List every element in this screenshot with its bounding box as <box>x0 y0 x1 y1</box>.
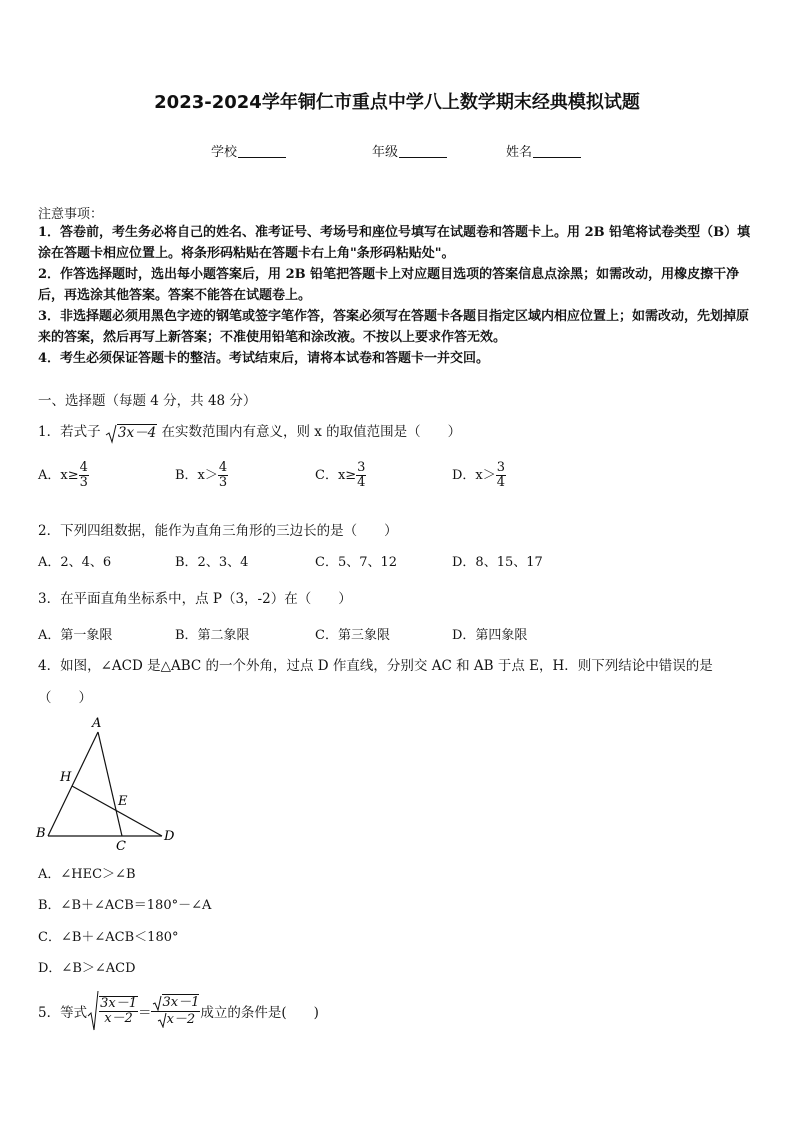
grade-blank[interactable] <box>399 145 447 158</box>
denominator: x－2 <box>99 1011 138 1026</box>
segment-hd <box>72 786 162 836</box>
notice-heading: 注意事项： <box>38 207 104 222</box>
question-4: 4．如图，∠ACD 是△ABC 的一个外角，过点 D 作直线，分别交 AC 和 AB 于点 E，H．则下列结论中错误的是 <box>38 658 713 674</box>
fraction <box>356 461 366 490</box>
triangle-figure <box>30 712 190 852</box>
q4-option-c[interactable]: C．∠B＋∠ACB＜180° <box>38 930 179 945</box>
q5-right-fraction <box>151 995 200 1028</box>
q1-option-c[interactable] <box>315 461 366 490</box>
q3-option-c[interactable]: C．第三象限 <box>315 628 390 643</box>
q1-prefix: 1．若式子 <box>38 424 101 440</box>
label-h: H <box>60 770 72 785</box>
q1-option-b[interactable] <box>175 461 228 490</box>
q3-option-a[interactable]: A．第一象限 <box>38 628 113 643</box>
label-d: D <box>164 829 175 844</box>
q2-option-b[interactable]: B．2、3、4 <box>175 555 249 570</box>
radical-sign-icon <box>152 995 162 1011</box>
numerator: 3x－1 <box>100 996 137 1011</box>
q5-prefix: 5．等式 <box>38 1005 88 1021</box>
denominator: 4 <box>357 475 366 490</box>
question-2: 2．下列四组数据，能作为直角三角形的三边长的是（ ） <box>38 523 398 539</box>
school-field[interactable] <box>211 141 286 160</box>
radical-sign-icon <box>157 1012 167 1028</box>
question-3: 3．在平面直角坐标系中，点 P（3，-2）在（ ） <box>38 591 352 607</box>
denominator: 4 <box>496 475 506 490</box>
segment-ac <box>98 732 122 836</box>
q1-sqrt <box>105 421 157 444</box>
option-label: D．x＞ <box>452 468 496 483</box>
radicand: 3x－1 <box>162 995 200 1010</box>
radicand: x－2 <box>166 1012 196 1027</box>
label-a: A <box>92 716 102 731</box>
name-blank[interactable] <box>533 145 581 158</box>
radical-sign-icon <box>87 990 99 1032</box>
q2-option-d[interactable]: D．8、15、17 <box>452 555 543 570</box>
q5-left-sqrt <box>87 990 138 1032</box>
q3-option-b[interactable]: B．第二象限 <box>175 628 250 643</box>
q2-option-c[interactable]: C．5、7、12 <box>315 555 398 570</box>
notice-item: 3．非选择题必须用黑色字迹的钢笔或签字笔作答，答案必须写在答题卡各题目指定区域内相应位置上；如需改动，先划掉原来的答案，然后再写上新答案；不准使用铅笔和涂改液。不按以上要求作答无效。 <box>38 309 750 345</box>
question-4-blank: （ ） <box>38 690 92 706</box>
radical-sign-icon <box>105 424 117 444</box>
grade-field[interactable] <box>372 141 447 160</box>
school-label: 学校 <box>211 145 238 160</box>
notice-item: 4．考生必须保证答题卡的整洁。考试结束后，请将本试卷和答题卡一并交回。 <box>38 351 490 366</box>
notice-item: 2．作答选择题时，选出每小题答案后，用 2B 铅笔把答题卡上对应题目选项的答案信息点涂黑；如需改动，用橡皮擦干净后，再选涂其他答案。答案不能答在试题卷上。 <box>38 267 740 303</box>
option-label: B．x＞ <box>175 468 218 483</box>
grade-label: 年级 <box>372 145 399 160</box>
school-blank[interactable] <box>238 145 286 158</box>
name-label: 姓名 <box>506 145 533 160</box>
page-title: 2023-2024学年铜仁市重点中学八上数学期末经典模拟试题 <box>154 92 640 113</box>
numerator: 4 <box>79 460 88 475</box>
q2-option-a[interactable]: A．2、4、6 <box>38 555 112 570</box>
option-label: C．x≥ <box>315 468 357 483</box>
q4-option-b[interactable]: B．∠B＋∠ACB＝180°－∠A <box>38 898 212 913</box>
q1-option-a[interactable] <box>38 461 89 490</box>
fraction <box>496 461 506 490</box>
question-1 <box>38 420 461 444</box>
q3-option-d[interactable]: D．第四象限 <box>452 628 528 643</box>
numerator: 4 <box>218 460 228 475</box>
label-c: C <box>116 839 126 852</box>
denominator: 3 <box>79 475 88 490</box>
q5-suffix: 成立的条件是( ) <box>200 1005 319 1021</box>
q1-suffix: 在实数范围内有意义，则 x 的取值范围是（ ） <box>161 424 462 440</box>
denominator <box>151 1011 200 1028</box>
q1-radicand: 3x－4 <box>117 425 157 442</box>
denominator: 3 <box>218 475 228 490</box>
numerator: 3 <box>496 460 506 475</box>
fraction <box>79 461 89 490</box>
option-label: A．x≥ <box>38 468 79 483</box>
label-b: B <box>36 826 46 841</box>
segment-ab <box>48 732 98 836</box>
equals-sign: ＝ <box>137 1005 152 1021</box>
question-5 <box>38 990 319 1032</box>
numerator: 3 <box>357 460 366 475</box>
q4-option-d[interactable]: D．∠B＞∠ACD <box>38 961 136 976</box>
label-e: E <box>118 794 128 809</box>
fraction <box>99 996 138 1026</box>
numerator <box>151 995 200 1011</box>
q4-option-a[interactable]: A．∠HEC＞∠B <box>38 867 136 882</box>
fraction <box>218 461 228 490</box>
name-field[interactable] <box>506 141 581 160</box>
section-heading: 一、选择题（每题 4 分，共 48 分） <box>38 393 257 409</box>
notice-item: 1．答卷前，考生务必将自己的姓名、准考证号、考场号和座位号填写在试题卷和答题卡上。用 2B 铅笔将试卷类型（B）填涂在答题卡相应位置上。将条形码粘贴在答题卡右上角"条形码粘贴处"。 <box>38 225 751 261</box>
notice-list <box>38 222 760 369</box>
q1-option-d[interactable] <box>452 461 506 490</box>
